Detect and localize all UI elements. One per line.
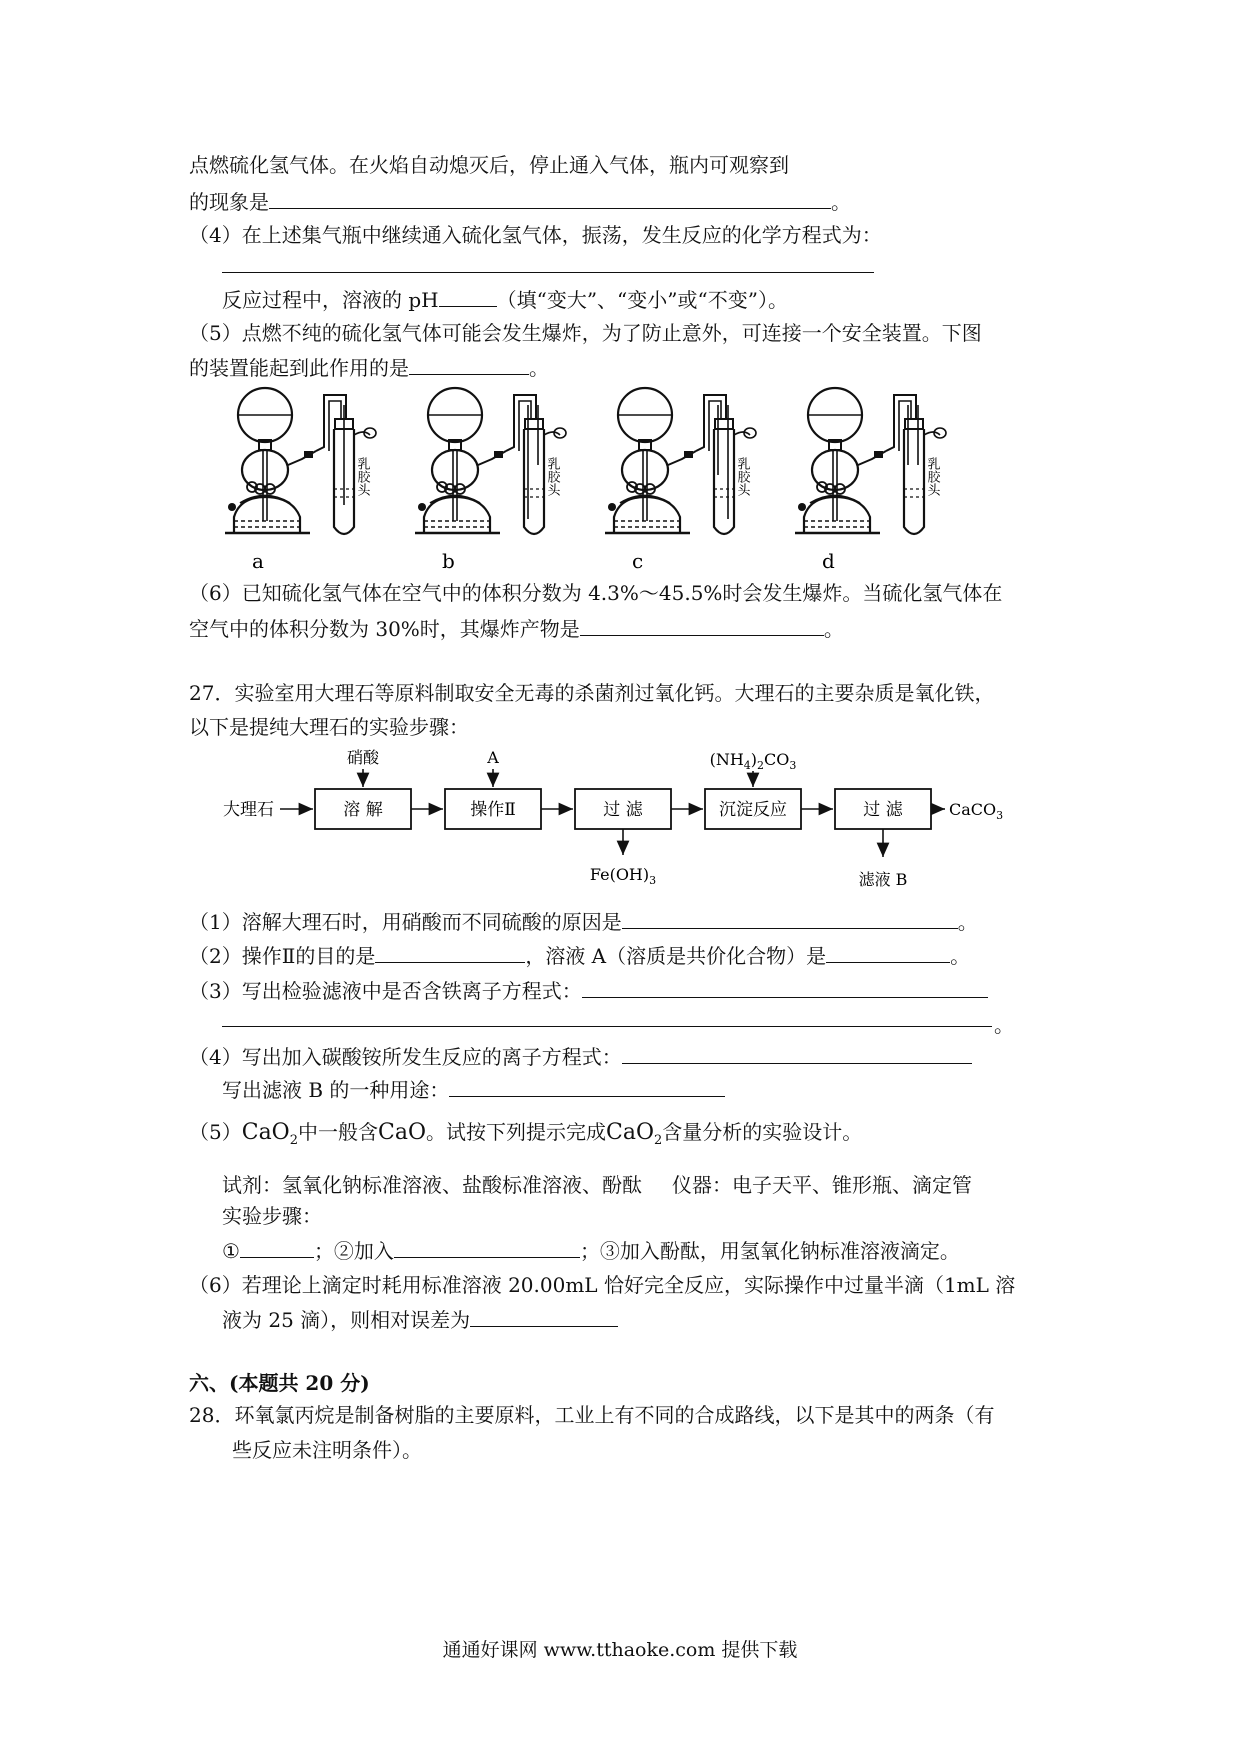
- answer-blank[interactable]: [269, 188, 831, 209]
- bulb-label: 乳胶头: [924, 457, 940, 496]
- answer-blank[interactable]: [582, 977, 988, 998]
- q27-part4: （4）写出加入碳酸铵所发生反应的离子方程式：: [189, 1043, 972, 1070]
- apparatus-d: [795, 388, 946, 573]
- flow-input-nitric-acid: 硝酸: [346, 748, 380, 767]
- q27-steps: ① ；②加入 ；③加入酚酞，用氢氧化钠标准溶液滴定。: [222, 1239, 960, 1263]
- answer-line[interactable]: [222, 272, 874, 273]
- q27-part3: （3）写出检验滤液中是否含铁离子方程式：: [189, 977, 988, 1004]
- q27-part5: （5）CaO$_2$中一般含CaO。试按下列提示完成CaO$_2$含量分析的实验设计。: [189, 1120, 863, 1148]
- q26-line1: 点燃硫化氢气体。在火焰自动熄灭后，停止通入气体，瓶内可观察到: [189, 153, 789, 177]
- bulb-label: 乳胶头: [734, 457, 750, 496]
- answer-blank[interactable]: [449, 1076, 725, 1097]
- q26-part4-ph: 反应过程中，溶液的 pH （填“变大”、“变小”或“不变”）。: [222, 288, 788, 312]
- answer-blank[interactable]: [375, 942, 525, 963]
- flow-box-precipitation-label: 沉淀反应: [719, 800, 787, 820]
- q28-line2: 些反应未注明条件）。: [232, 1438, 422, 1462]
- q26-part5-line1: （5）点燃不纯的硫化氢气体可能会发生爆炸，为了防止意外，可连接一个安全装置。下图: [189, 321, 982, 345]
- q27-part1: （1）溶解大理石时，用硝酸而不同硫酸的原因是 。: [189, 910, 978, 934]
- answer-blank[interactable]: [580, 615, 824, 636]
- apparatus-b: [415, 388, 566, 573]
- answer-blank[interactable]: [470, 1306, 618, 1327]
- q27-reagents: 试剂：氢氧化钠标准溶液、盐酸标准溶液、酚酞 仪器：电子天平、锥形瓶、滴定管: [222, 1173, 972, 1197]
- apparatus-c: [605, 388, 756, 573]
- q27-part6-line1: （6）若理论上滴定时耗用标准溶液 20.00mL 恰好完全反应，实际操作中过量半滴（1mL 溶: [189, 1273, 1016, 1297]
- flow-box-filter-2-label: 过 滤: [863, 800, 903, 820]
- flow-input-A: A: [487, 748, 499, 767]
- q26-part5-line2: 的装置能起到此作用的是 。: [189, 356, 549, 380]
- flow-output-iron-hydroxide: $Fe(OH)_3$: [589, 865, 657, 887]
- q27-part4-use: 写出滤液 B 的一种用途：: [222, 1076, 725, 1103]
- apparatus-label-d: d: [822, 549, 835, 573]
- flow-input-ammonium-carbonate: $(NH_4)_2CO_3$: [709, 750, 797, 772]
- q27-part3-end: 。: [994, 1013, 1014, 1037]
- answer-blank[interactable]: [439, 286, 497, 307]
- flow-output-filtrate-B: 滤液 B: [858, 870, 908, 889]
- apparatus-a: [225, 388, 376, 573]
- q28-line1: 28．环氧氯丙烷是制备树脂的主要原料，工业上有不同的合成路线，以下是其中的两条（有: [189, 1403, 995, 1427]
- section-6-heading: 六、(本题共 20 分): [189, 1371, 370, 1395]
- flow-box-dissolve-label: 溶 解: [343, 800, 383, 820]
- answer-blank[interactable]: [622, 1043, 972, 1064]
- q27-steps-label: 实验步骤：: [222, 1204, 322, 1228]
- flow-box-operation-2-label: 操作Ⅱ: [470, 800, 516, 820]
- answer-blank[interactable]: [622, 908, 958, 929]
- q27-part6-line2: 液为 25 滴），则相对误差为: [222, 1306, 618, 1333]
- q26-line2: 的现象是 。: [189, 190, 851, 214]
- flow-end-product: CaCO$_3$: [949, 800, 1004, 822]
- flow-start: 大理石: [223, 800, 274, 820]
- q26-part6-line1: （6）已知硫化氢气体在空气中的体积分数为 4.3%～45.5%时会发生爆炸。当硫化氢气体在: [189, 581, 1003, 605]
- q26-part4: （4）在上述集气瓶中继续通入硫化氢气体，振荡，发生反应的化学方程式为：: [189, 223, 882, 247]
- q27-stem-line1: 27．实验室用大理石等原料制取安全无毒的杀菌剂过氧化钙。大理石的主要杂质是氧化铁，: [189, 681, 995, 705]
- apparatus-label-a: a: [252, 549, 264, 573]
- q27-part2: （2）操作Ⅱ的目的是 ，溶液 A（溶质是共价化合物）是 。: [189, 944, 971, 968]
- q27-stem-line2: 以下是提纯大理石的实验步骤：: [189, 715, 469, 739]
- apparatus-label-b: b: [442, 549, 455, 573]
- apparatus-figure: [220, 385, 1010, 580]
- bulb-label: 乳胶头: [354, 457, 370, 496]
- flow-box-filter-1-label: 过 滤: [603, 800, 643, 820]
- answer-blank[interactable]: [409, 354, 529, 375]
- answer-blank[interactable]: [826, 942, 950, 963]
- answer-line[interactable]: [222, 1026, 992, 1027]
- purification-flowchart: [215, 745, 1015, 900]
- page-footer: 通通好课网 www.tthaoke.com 提供下载: [442, 1639, 798, 1661]
- answer-blank[interactable]: [394, 1237, 580, 1258]
- q26-part6-line2: 空气中的体积分数为 30%时，其爆炸产物是 。: [189, 617, 844, 641]
- answer-blank[interactable]: [240, 1237, 314, 1258]
- bulb-label: 乳胶头: [544, 457, 560, 496]
- apparatus-label-c: c: [632, 549, 644, 573]
